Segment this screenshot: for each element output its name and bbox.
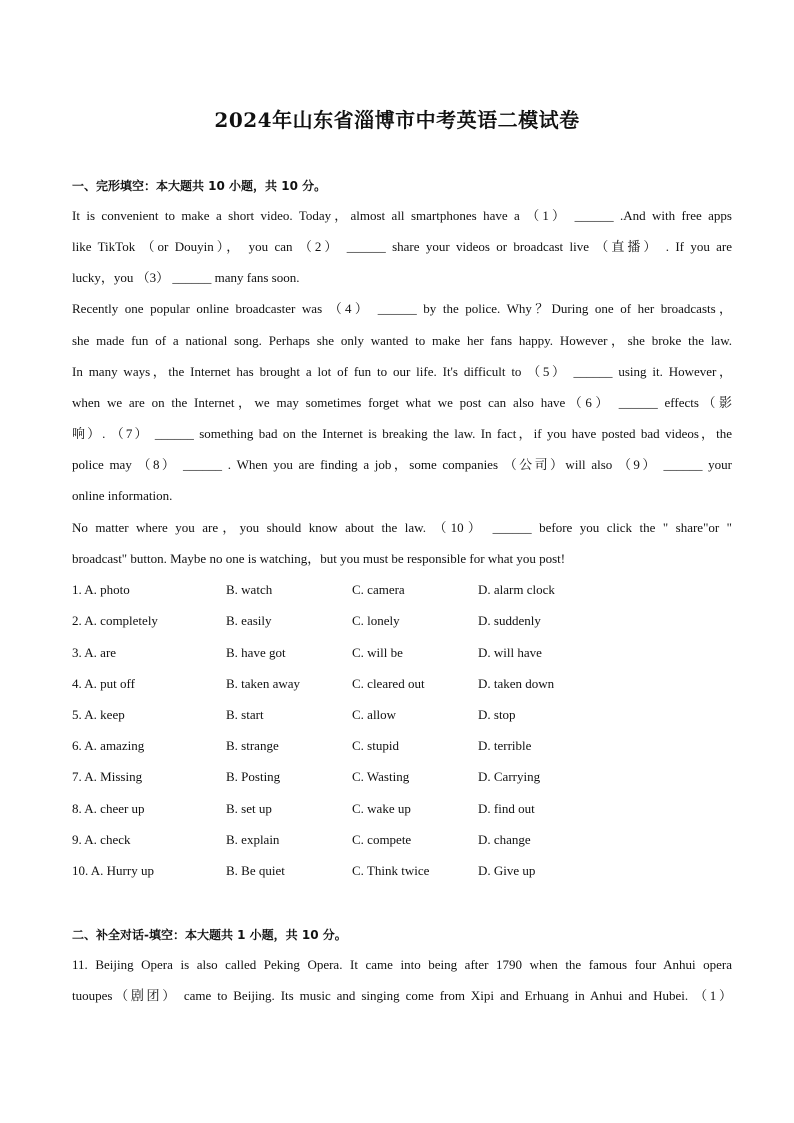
page-title: 2024年山东省淄博市中考英语二模试卷 (214, 108, 580, 132)
option-c: C. wake up (352, 801, 411, 816)
passage-line: In many ways，the Internet has brought a lot of fun to our life. It's difficult to （5） ______ using it. However， (72, 364, 732, 379)
passage-line: tuoupes（剧团） came to Beijing. Its music and singing come from Xipi and Erhuang in Anhui and Hubei. （1） (72, 988, 732, 1003)
option-c: C. camera (352, 582, 405, 597)
option-d: D. find out (478, 801, 535, 816)
option-d: D. change (478, 832, 531, 847)
option-a: 2. A. completely (72, 613, 158, 628)
option-a: 10. A. Hurry up (72, 863, 154, 878)
option-a: 5. A. keep (72, 707, 125, 722)
option-d: D. alarm clock (478, 582, 555, 597)
question-row (72, 676, 632, 694)
passage-line: It is convenient to make a short video. Today，almost all smartphones have a （1） ______ .And with free apps (72, 208, 732, 223)
question-row (72, 769, 632, 787)
option-c: C. allow (352, 707, 397, 722)
option-c: C. will be (352, 645, 403, 660)
option-d: D. suddenly (478, 613, 541, 628)
option-b: B. easily (226, 613, 272, 628)
option-c: C. compete (352, 832, 412, 847)
option-d: D. taken down (478, 676, 555, 691)
passage-line: 11. Beijing Opera is also called Peking Opera. It came into being after 1790 when the famous four Anhui opera (72, 957, 732, 972)
option-c: C. stupid (352, 738, 399, 753)
option-b: B. strange (226, 738, 279, 753)
option-b: B. start (226, 707, 264, 722)
passage-line: she made fun of a national song. Perhaps she only wanted to make her fans happy. However，she broke the law. (72, 333, 732, 348)
passage-line: Recently one popular online broadcaster was （4） ______ by the police. Why？During one of her broadcasts， (72, 301, 732, 316)
option-b: B. watch (226, 582, 273, 597)
question-row (72, 863, 632, 881)
question-row (72, 707, 632, 725)
option-b: B. explain (226, 832, 280, 847)
question-row (72, 645, 632, 663)
passage-line: police may （8） ______ . When you are finding a job，some companies （公司）will also （9） ______ your (72, 457, 732, 472)
option-d: D. stop (478, 707, 516, 722)
question-row (72, 613, 632, 631)
option-a: 1. A. photo (72, 582, 130, 597)
question-row (72, 738, 632, 756)
option-b: B. have got (226, 645, 286, 660)
option-a: 8. A. cheer up (72, 801, 145, 816)
option-b: B. set up (226, 801, 272, 816)
section-heading-dialogue: 二、补全对话-填空：本大题共 1 小题，共 10 分。 (72, 928, 347, 942)
option-d: D. terrible (478, 738, 532, 753)
option-d: D. Give up (478, 863, 536, 878)
option-a: 9. A. check (72, 832, 131, 847)
question-row (72, 832, 632, 850)
option-d: D. Carrying (478, 769, 541, 784)
option-c: C. lonely (352, 613, 400, 628)
option-c: C. Think twice (352, 863, 430, 878)
option-c: C. Wasting (352, 769, 410, 784)
passage-line: No matter where you are，you should know about the law. （10） ______ before you click the " share"or " (72, 520, 732, 535)
option-d: D. will have (478, 645, 542, 660)
option-b: B. Be quiet (226, 863, 285, 878)
option-a: 4. A. put off (72, 676, 135, 691)
option-c: C. cleared out (352, 676, 425, 691)
passage-line: broadcast" button. Maybe no one is watching，but you must be responsible for what you post! (72, 551, 566, 566)
passage-line: when we are on the Internet，we may sometimes forget what we post can also have（6） ______ effects（影 (72, 395, 732, 410)
section-heading-cloze: 一、完形填空：本大题共 10 小题，共 10 分。 (72, 179, 327, 193)
passage-line: online information. (72, 488, 173, 503)
option-a: 7. A. Missing (72, 769, 143, 784)
passage-line: like TikTok （or Douyin）， you can （2） ______ share your videos or broadcast live （直播） . If you are (72, 239, 732, 254)
question-row (72, 582, 632, 600)
option-b: B. taken away (226, 676, 301, 691)
passage-line: lucky，you （3） ______ many fans soon. (72, 270, 300, 285)
option-b: B. Posting (226, 769, 281, 784)
passage-line: 响）. （7） ______ something bad on the Internet is breaking the law. In fact，if you have posted bad videos，the (72, 426, 732, 441)
option-a: 3. A. are (72, 645, 117, 660)
question-row (72, 801, 632, 819)
option-a: 6. A. amazing (72, 738, 145, 753)
